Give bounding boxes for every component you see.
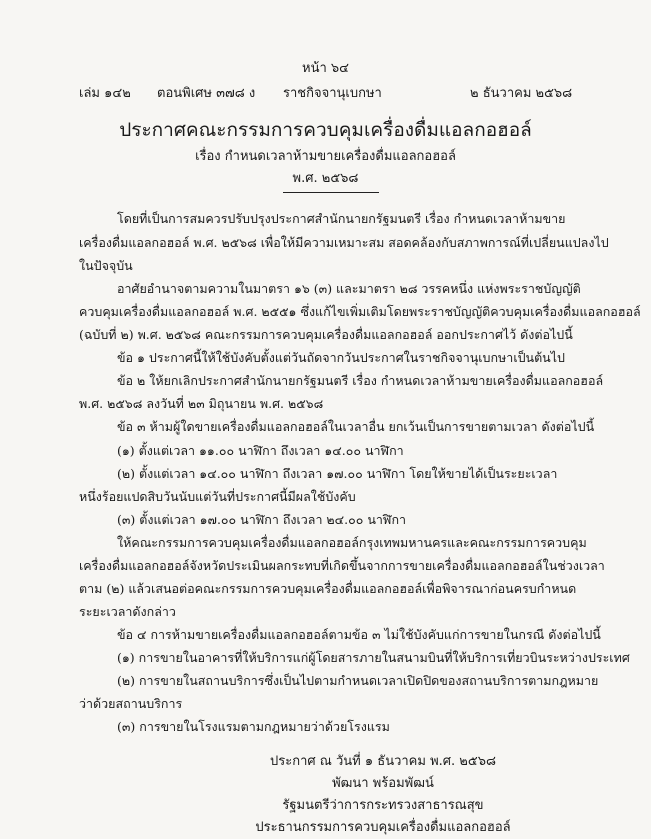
body-line: ให้คณะกรรมการควบคุมเครื่องดื่มแอลกอฮอล์กรุงเทพมหานครและคณะกรรมการควบคุม (117, 535, 587, 550)
gazette-name: ราชกิจจานุเบกษา (283, 86, 382, 101)
body-line: ในปัจจุบัน (79, 258, 133, 273)
gazette-date: ๒ ธันวาคม ๒๕๖๘ (470, 86, 573, 101)
volume-label: เล่ม ๑๔๒ (79, 86, 131, 101)
list-item: (๓) การขายในโรงแรมตามกฎหมายว่าด้วยโรงแรม (117, 719, 390, 734)
signature-role: ประธานกรรมการควบคุมเครื่องดื่มแอลกอฮอล์ (255, 820, 511, 835)
body-line: ว่าด้วยสถานบริการ (79, 696, 183, 711)
body-line: หนึ่งร้อยแปดสิบวันนับแต่วันที่ประกาศนี้มีผลใช้บังคับ (79, 489, 356, 504)
body-line: อาศัยอำนาจตามความในมาตรา ๑๖ (๓) และมาตรา ๒๘ วรรคหนึ่ง แห่งพระราชบัญญัติ (117, 281, 581, 296)
list-item: (๓) ตั้งแต่เวลา ๑๗.๐๐ นาฬิกา ถึงเวลา ๒๔.๐๐ นาฬิกา (117, 512, 407, 527)
signature-announced-date: ประกาศ ณ วันที่ ๑ ธันวาคม พ.ศ. ๒๕๖๘ (270, 754, 496, 769)
document-subject: เรื่อง กำหนดเวลาห้ามขายเครื่องดื่มแอลกอฮอล์ (195, 149, 456, 164)
clause-2: ข้อ ๒ ให้ยกเลิกประกาศสำนักนายกรัฐมนตรี เรื่อง กำหนดเวลาห้ามขายเครื่องดื่มแอลกอฮอล์ (117, 373, 604, 388)
page-number: หน้า ๖๔ (302, 61, 349, 76)
body-line: เครื่องดื่มแอลกอฮอล์ พ.ศ. ๒๕๖๘ เพื่อให้มีความเหมาะสม สอดคล้องกับสภาพการณ์ที่เปลี่ยนแปลงไป (79, 235, 609, 250)
clause-3: ข้อ ๓ ห้ามผู้ใดขายเครื่องดื่มแอลกอฮอล์ในเวลาอื่น ยกเว้นเป็นการขายตามเวลา ดังต่อไปนี้ (117, 419, 595, 434)
signature-name: พัฒนา พร้อมพัฒน์ (332, 776, 434, 791)
list-item: (๒) ตั้งแต่เวลา ๑๔.๐๐ นาฬิกา ถึงเวลา ๑๗.๐๐ นาฬิกา โดยให้ขายได้เป็นระยะเวลา (117, 466, 558, 481)
signature-position: รัฐมนตรีว่าการกระทรวงสาธารณสุข (282, 798, 484, 813)
body-line: ระยะเวลาดังกล่าว (79, 604, 176, 619)
body-line: ควบคุมเครื่องดื่มแอลกอฮอล์ พ.ศ. ๒๕๕๑ ซึ่งแก้ไขเพิ่มเติมโดยพระราชบัญญัติควบคุมเครื่องดื่มแอลกอฮอล์ (79, 304, 641, 319)
body-line: (ฉบับที่ ๒) พ.ศ. ๒๕๖๘ คณะกรรมการควบคุมเครื่องดื่มแอลกอฮอล์ ออกประกาศไว้ ดังต่อไปนี้ (79, 327, 573, 342)
list-item: (๒) การขายในสถานบริการซึ่งเป็นไปตามกำหนดเวลาเปิดปิดของสถานบริการตามกฎหมาย (117, 673, 599, 688)
body-line: เครื่องดื่มแอลกอฮอล์จังหวัดประเมินผลกระทบที่เกิดขึ้นจากการขายเครื่องดื่มแอลกอฮอล์ในช่วงเวลา (79, 558, 605, 573)
list-item: (๑) การขายในอาคารที่ให้บริการแก่ผู้โดยสารภายในสนามบินที่ให้บริการเที่ยวบินระหว่างประเทศ (117, 650, 630, 665)
title-divider (283, 192, 379, 193)
list-item: (๑) ตั้งแต่เวลา ๑๑.๐๐ นาฬิกา ถึงเวลา ๑๔.๐๐ นาฬิกา (117, 443, 404, 458)
document-year: พ.ศ. ๒๕๖๘ (292, 171, 359, 186)
body-line: พ.ศ. ๒๕๖๘ ลงวันที่ ๒๓ มิถุนายน พ.ศ. ๒๕๖๘ (79, 396, 324, 411)
body-line: ตาม (๒) แล้วเสนอต่อคณะกรรมการควบคุมเครื่องดื่มแอลกอฮอล์เพื่อพิจารณาก่อนครบกำหนด (79, 581, 577, 596)
body-line: โดยที่เป็นการสมควรปรับปรุงประกาศสำนักนายกรัฐมนตรี เรื่อง กำหนดเวลาห้ามขาย (117, 211, 566, 226)
document-title: ประกาศคณะกรรมการควบคุมเครื่องดื่มแอลกอฮอล์ (119, 119, 532, 141)
clause-1: ข้อ ๑ ประกาศนี้ให้ใช้บังคับตั้งแต่วันถัดจากวันประกาศในราชกิจจานุเบกษาเป็นต้นไป (117, 350, 565, 365)
special-edition-label: ตอนพิเศษ ๓๗๘ ง (157, 86, 256, 101)
clause-4: ข้อ ๔ การห้ามขายเครื่องดื่มแอลกอฮอล์ตามข้อ ๓ ไม่ใช้บังคับแก่การขายในกรณี ดังต่อไปนี้ (117, 627, 601, 642)
